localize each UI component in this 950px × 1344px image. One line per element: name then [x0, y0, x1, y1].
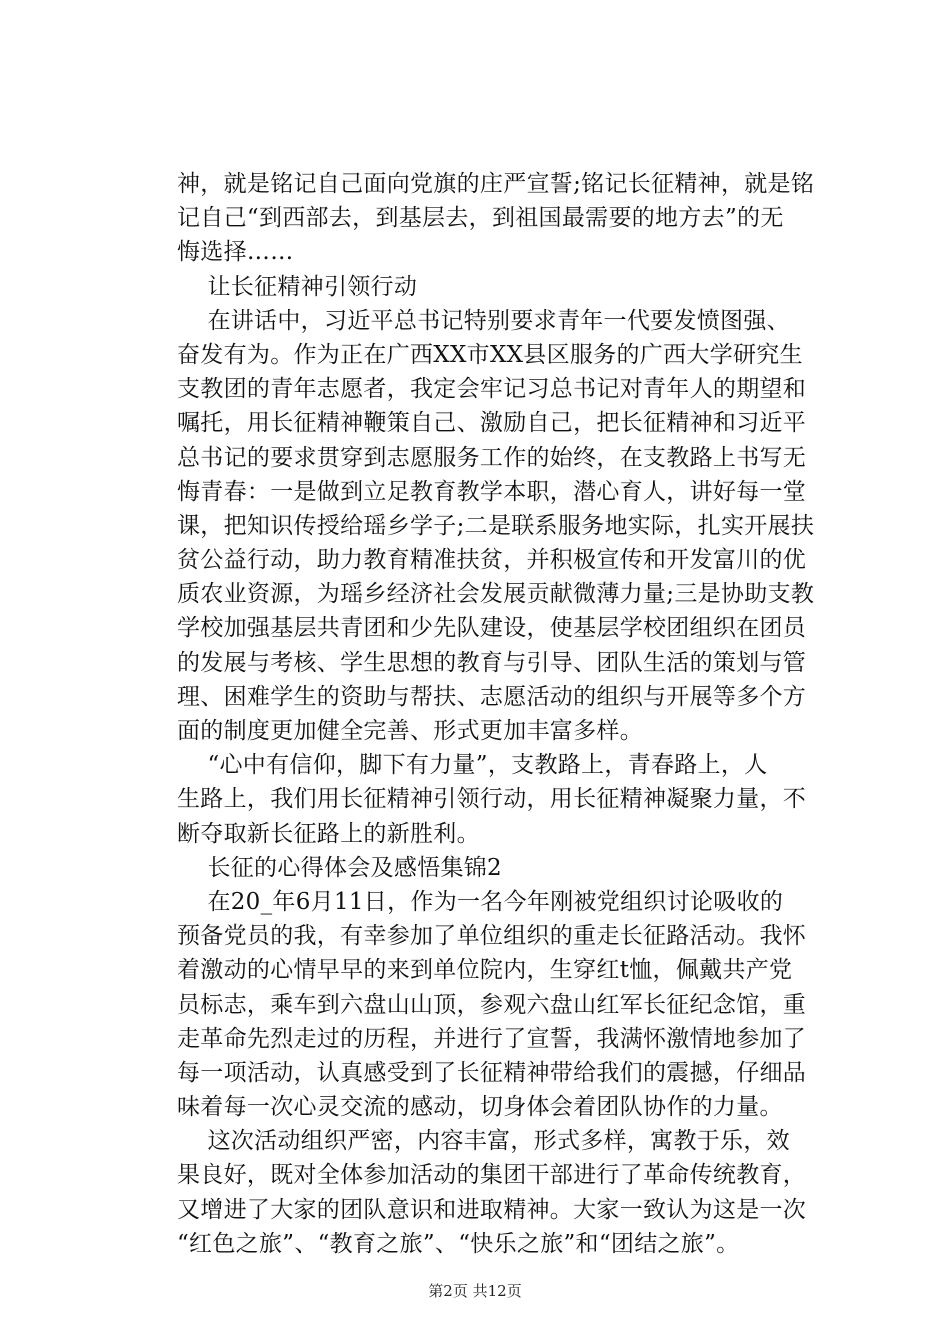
text-line: 理、困难学生的资助与帮扶、志愿活动的组织与开展等多个方 — [177, 683, 807, 710]
text-line: 员标志，乘车到六盘山山顶，参观六盘山红军长征纪念馆，重 — [177, 991, 807, 1018]
text-line: 的发展与考核、学生思想的教育与引导、团队生活的策划与管 — [177, 649, 807, 676]
text-line: 走革命先烈走过的历程，并进行了宣誓，我满怀激情地参加了 — [177, 1025, 807, 1052]
text-line: 又增进了大家的团队意识和进取精神。大家一致认为这是一次 — [177, 1196, 807, 1223]
text-line: 神，就是铭记自己面向党旗的庄严宣誓;铭记长征精神，就是铭 — [177, 171, 815, 197]
text-line: 学校加强基层共青团和少先队建设，使基层学校团组织在团员 — [177, 615, 807, 642]
text-line: 记自己“到西部去，到基层去，到祖国最需要的地方去”的无 — [177, 205, 784, 232]
text-line: 嘱托，用长征精神鞭策自己、激励自己，把长征精神和习近平 — [177, 410, 807, 437]
text-line: 这次活动组织严密，内容丰富，形式多样，寓教于乐，效 — [177, 1128, 790, 1155]
text-line: 味着每一次心灵交流的感动，切身体会着团队协作的力量。 — [177, 1094, 783, 1121]
text-line: 总书记的要求贯穿到志愿服务工作的始终，在支教路上书写无 — [177, 444, 807, 471]
text-line: 悔选择…… — [177, 239, 294, 266]
section-heading: 长征的心得体会及感悟集锦2 — [177, 854, 502, 881]
section-heading: 让长征精神引领行动 — [177, 273, 418, 300]
page-number-footer: 第2页 共12页 — [428, 1282, 522, 1300]
text-line: 课，把知识传授给瑶乡学子;二是联系服务地实际，扎实开展扶 — [177, 512, 815, 539]
text-line: 贫公益行动，助力教育精准扶贫，并积极宣传和开发富川的优 — [177, 547, 807, 574]
text-line: 每一项活动，认真感受到了长征精神带给我们的震撼，仔细品 — [177, 1059, 807, 1086]
text-line: 在20_年6月11日，作为一名今年刚被党组织讨论吸收的 — [177, 888, 784, 915]
text-line: 生路上，我们用长征精神引领行动，用长征精神凝聚力量，不 — [177, 786, 807, 813]
document-body — [177, 167, 857, 1261]
text-line: 果良好，既对全体参加活动的集团干部进行了革命传统教育， — [177, 1162, 807, 1189]
text-line: 断夺取新长征路上的新胜利。 — [177, 820, 480, 847]
text-line: 着激动的心情早早的来到单位院内，生穿红t恤，佩戴共产党 — [177, 957, 793, 984]
text-line: 奋发有为。作为正在广西XX市XX县区服务的广西大学研究生 — [177, 341, 803, 368]
text-line: “心中有信仰，脚下有力量”，支教路上，青春路上，人 — [177, 752, 768, 779]
text-line: 在讲话中，习近平总书记特别要求青年一代要发愤图强、 — [177, 307, 790, 334]
text-line: 面的制度更加健全完善、形式更加丰富多样。 — [177, 718, 643, 744]
text-line: 支教团的青年志愿者，我定会牢记习总书记对青年人的期望和 — [177, 376, 807, 403]
text-line: “红色之旅”、“教育之旅”、“快乐之旅”和“团结之旅”。 — [177, 1230, 740, 1257]
text-line: 预备党员的我，有幸参加了单位组织的重走长征路活动。我怀 — [177, 923, 807, 950]
text-line: 质农业资源，为瑶乡经济社会发展贡献微薄力量;三是协助支教 — [177, 581, 815, 608]
text-line: 悔青春：一是做到立足教育教学本职，潜心育人，讲好每一堂 — [177, 478, 807, 505]
